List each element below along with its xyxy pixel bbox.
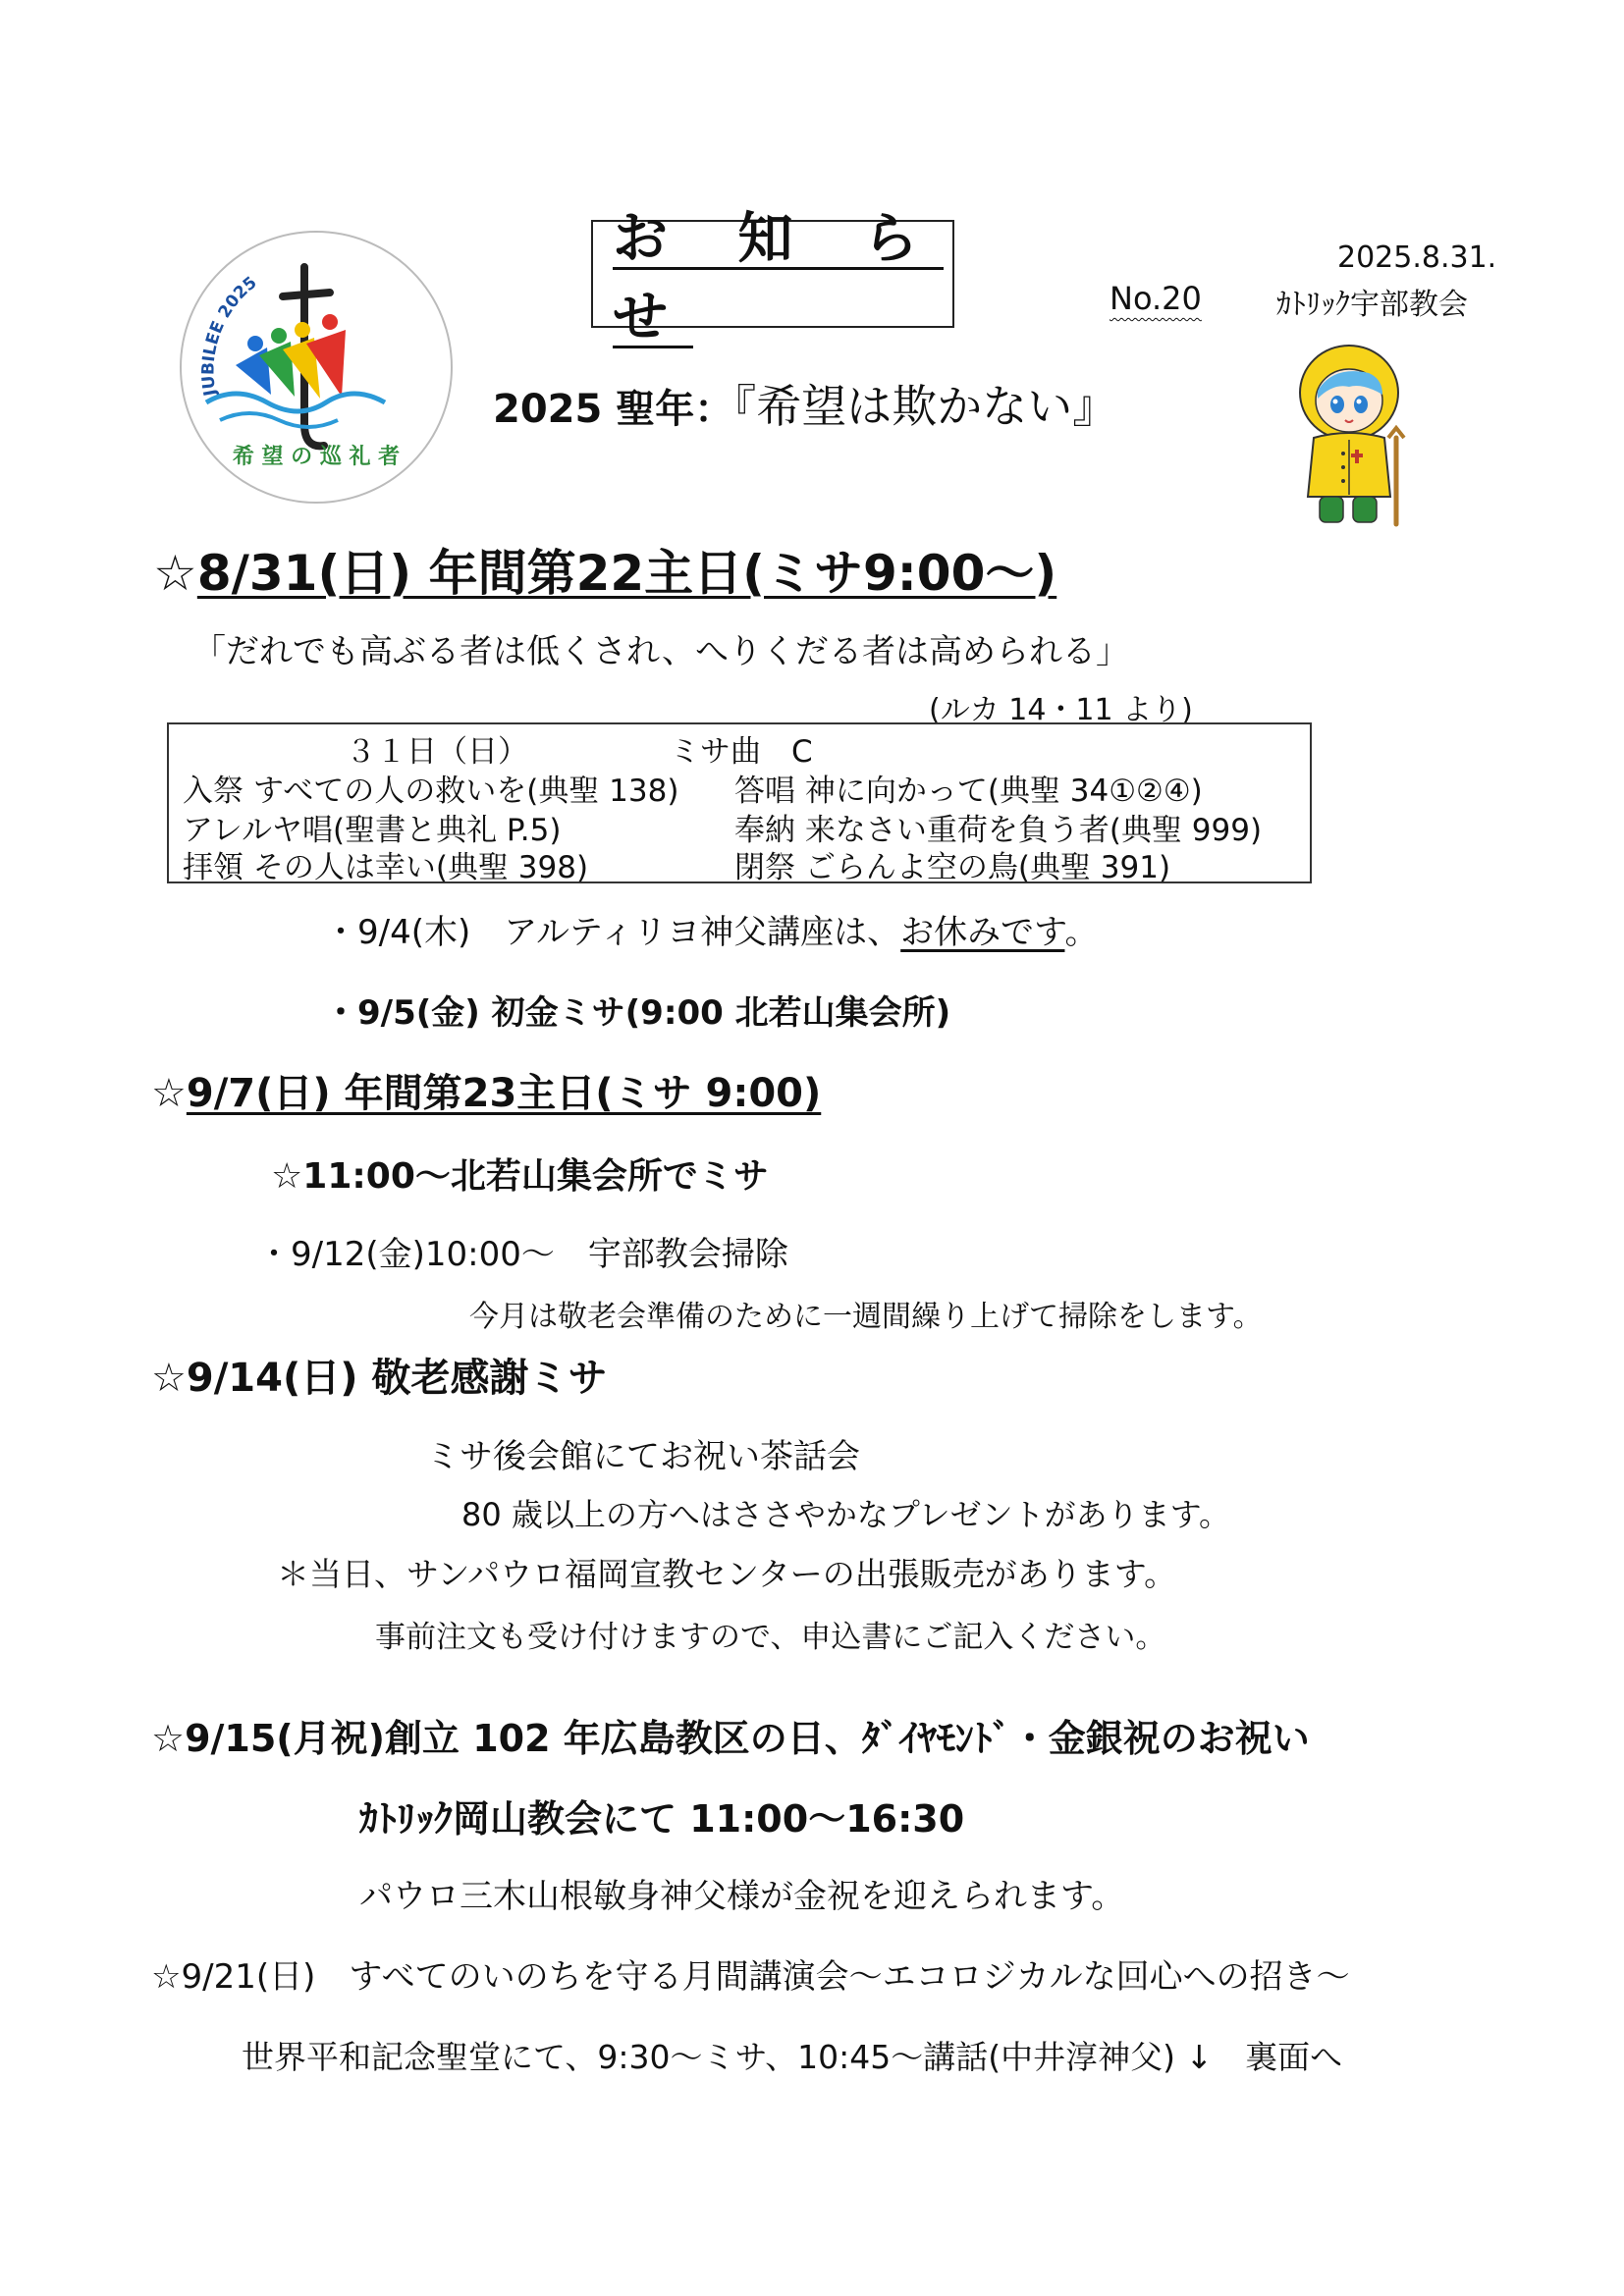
theme-line: [493, 371, 1117, 436]
star-icon: ☆: [153, 545, 197, 602]
heading-text: 8/31(日) 年間第22主日(ミサ9:00～): [196, 545, 1057, 602]
theme-year: 2025 聖年：: [493, 387, 734, 432]
table-entrance: 入祭 すべての人の救いを(典聖 138): [183, 774, 679, 809]
keirou-line-1: ミサ後会館にてお祝い茶話会: [426, 1437, 860, 1476]
keirou-line-2: 80 歳以上の方へはささやかなプレゼントがあります。: [461, 1496, 1231, 1533]
okayama-place: ｶﾄﾘｯｸ岡山教会にて 11:00～16:30: [359, 1797, 965, 1841]
golden-jubilee-note: パウロ三木山根敏身神父様が金祝を迎えられます。: [359, 1877, 1125, 1916]
star-icon: ☆: [151, 1071, 187, 1116]
section-heading-9-7: [151, 1062, 821, 1118]
notice-suffix: 。: [1064, 913, 1099, 952]
table-closing: 閉祭 ごらんよ空の鳥(典聖 391): [734, 850, 1171, 885]
scripture-reference: (ルカ 14・11 より): [929, 693, 1193, 727]
peace-cathedral-note: 世界平和記念聖堂にて、9:30～ミサ、10:45～講話(中井淳神父) ↓ 裏面へ: [242, 2038, 1343, 2076]
title-box: [591, 207, 954, 349]
logo-bottom-text: 希 望 の 巡 礼 者: [232, 445, 401, 469]
issue-date: 2025.8.31.: [1337, 240, 1497, 275]
scripture-quote: 「だれでも高ぶる者は低くされ、へりくだる者は高められる」: [192, 632, 1130, 671]
church-name: ｶﾄﾘｯｸ宇部教会: [1276, 288, 1468, 322]
keirou-line-3: ＊当日、サンパウロ福岡宣教センターの出張販売があります。: [277, 1555, 1177, 1593]
mascot-illustration: [1294, 344, 1414, 530]
section-heading-9-21: ☆9/21(日) すべてのいのちを守る月間講演会～エコロジカルな回心への招き～: [151, 1957, 1350, 1997]
heading-text: 9/14(日) 敬老感謝ミサ: [186, 1356, 608, 1401]
table-psalm: 答唱 神に向かって(典聖 34①②④): [734, 774, 1203, 809]
logo-arc-text: JUBILEE 2025: [198, 272, 261, 398]
table-communion: 拝領 その人は幸い(典聖 398): [183, 850, 589, 885]
mass-kitawakayama: ☆11:00～北若山集会所でミサ: [271, 1156, 769, 1197]
jubilee-logo: [177, 228, 456, 507]
notice-9-4: [324, 905, 1098, 953]
keirou-line-4: 事前注文も受け付けますので、申込書にご記入ください。: [375, 1620, 1166, 1655]
star-icon: ☆: [151, 1356, 187, 1401]
table-mass: ミサ曲 C: [670, 734, 813, 770]
section-heading-9-15: ☆9/15(月祝)創立 102 年広島教区の日、ﾀﾞｲﾔﾓﾝﾄﾞ・金銀祝のお祝い: [151, 1717, 1310, 1760]
table-day: ３１日（日）: [346, 734, 528, 770]
notice-9-12: ・9/12(金)10:00～ 宇部教会掃除: [257, 1235, 788, 1274]
notice-text: ・9/4(木) アルティリヨ神父講座は、: [324, 913, 901, 952]
theme-quote: 『希望は欺かない』: [733, 380, 1118, 433]
notice-9-5: ・9/5(金) 初金ミサ(9:00 北若山集会所): [324, 993, 951, 1033]
section-heading-8-31: [153, 534, 1056, 605]
cleaning-note: 今月は敬老会準備のために一週間繰り上げて掃除をします。: [469, 1300, 1263, 1334]
heading-text: 9/7(日) 年間第23主日(ミサ 9:00): [186, 1071, 822, 1116]
page-title: お 知 ら せ: [613, 207, 944, 349]
section-heading-9-14: [151, 1347, 607, 1403]
table-alleluia: アレルヤ唱(聖書と典礼 P.5): [183, 813, 562, 848]
issue-number: No.20: [1110, 280, 1202, 317]
table-offertory: 奉納 来なさい重荷を負う者(典聖 999): [734, 813, 1263, 848]
song-table: [167, 722, 1312, 883]
notice-underlined: お休みです: [900, 913, 1065, 952]
